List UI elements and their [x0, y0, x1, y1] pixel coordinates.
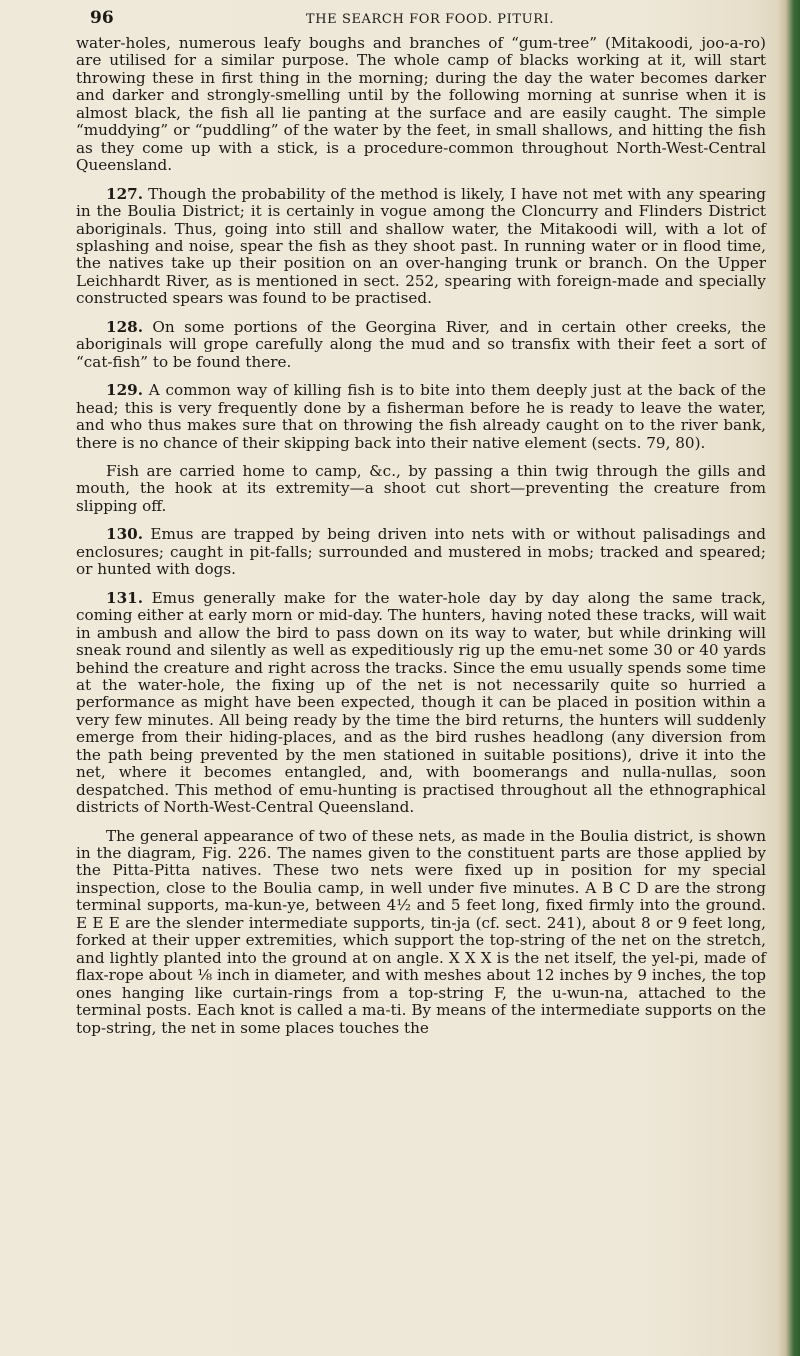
paragraph-131	[76, 590, 766, 817]
paragraph-129	[76, 382, 766, 452]
paragraph	[76, 463, 766, 515]
paragraph-text: Emus are trapped by being driven into nets with or without palisadings and enclosures; caught in pit-falls; surrounded and mustered in mobs; tracked and speared; or hunted with dogs.	[76, 525, 766, 579]
section-number: 130.	[106, 525, 143, 544]
section-number: 129.	[106, 381, 143, 400]
running-head: THE SEARCH FOR FOOD. PITURI.	[305, 12, 555, 27]
paragraph	[76, 828, 766, 1037]
paragraph-127	[76, 186, 766, 308]
section-number: 127.	[106, 184, 143, 203]
paragraph-128	[76, 319, 766, 371]
paragraph	[76, 35, 766, 175]
paragraph-text: Emus generally make for the water-hole day by day along the same track, coming either at early morn or mid-day. The hunters, having noted these tracks, will wait in ambush and allow the bird to pass down on its way to water, but while drinking will sneak round and silently as well as expeditiously rig up the emu-net some 30 or 40 yards behind the creature and right across the tracks. Since the emu usually spends some time at the water-hole, the fixing up of the net is not necessarily quite so hurried a performance as might have been expected, though it can be placed in position within a very few minutes. All being ready by the time the bird returns, the hunters will suddenly emerge from their hiding-places, and as the bird rushes headlong (any diversion from the path being prevented by the men stationed in suitable positions), drive it into the net, where it becomes entangled, and, with boomerangs and nulla-nullas, soon despatched. This method of emu-hunting is practised throughout all the ethnographical districts of North-West-Central Queensland.	[76, 588, 767, 817]
paragraph-text: The general appearance of two of these nets, as made in the Boulia district, is shown in the diagram, Fig. 226. The names given to the constituent parts are those applied by the Pitta-Pitta natives. These two nets were fixed up in position for my special inspection, close to the Boulia camp, in well under five minutes. A B C D are the strong terminal supports, ma-kun-ye, between 4½ and 5 feet long, fixed firmly into the ground. E E E are the slender intermediate supports, tin-ja (cf. sect. 241), about 8 or 9 feet long, forked at their upper extremities, which support the top-string of the net on the stretch, and lightly planted into the ground at on angle. X X X is the net itself, the yel-pi, made of flax-rope about ⅛ inch in diameter, and with meshes about 12 inches by 9 inches, the top ones hanging like curtain-rings from a top-string F, the u-wun-na, attached to the terminal posts. Each knot is called a ma-ti. By means of the intermediate supports on the top-string, the net in some places touches the	[76, 826, 766, 1037]
section-number: 128.	[106, 317, 143, 336]
paragraph-text: Fish are carried home to camp, &c., by passing a thin twig through the gills and mouth, the hook at its extremity—a shoot cut short—preventing the creature from slipping off.	[76, 461, 766, 515]
paragraph-text: On some portions of the Georgina River, and in certain other creeks, the aboriginals will grope carefully along the mud and so transfix with their feet a sort of “cat-fish” to be found there.	[76, 317, 767, 371]
page-edge	[778, 0, 800, 1356]
paragraph-text: Though the probability of the method is likely, I have not met with any spearing in the Boulia District; it is certainly in vogue among the Cloncurry and Flinders District aboriginals. Thus, going into still and shallow water, the Mitakoodi will, with a lot of splashing and noise, spear the fish as they shoot past. In running water or in flood time, the natives take up their position on an over-hanging trunk or branch. On the Upper Leichhardt River, as is mentioned in sect. 252, spearing with foreign-made and specially constructed spears was found to be practised.	[76, 184, 766, 308]
page-header	[90, 8, 770, 36]
paragraph-text: A common way of killing fish is to bite into them deeply just at the back of the head; this is very frequently done by a fisherman before he is ready to leave the water, and who thus makes sure that on throwing the fish already caught on to the river bank, there is no chance of their skipping back into their native element (sects. 79, 80).	[76, 381, 766, 452]
paragraph-130	[76, 526, 766, 578]
body-text	[76, 35, 766, 1048]
page-number: 96	[90, 8, 114, 28]
section-number: 131.	[106, 588, 143, 607]
paragraph-text: water-holes, numerous leafy boughs and branches of “gum-tree” (Mitakoodi, joo-a-ro) are utilised for a similar purpose. The whole camp of blacks working at it, will start throwing these in first thing in the morning; during the day the water becomes darker and darker and strongly-smelling until by the following morning at sunrise when it is almost black, the fish all lie panting at the surface and are easily caught. The simple “muddying” or “puddling” of the water by the feet, in small shallows, and hitting the fish as they come up with a stick, is a procedure-common throughout North-West-Central Queensland.	[76, 34, 766, 175]
